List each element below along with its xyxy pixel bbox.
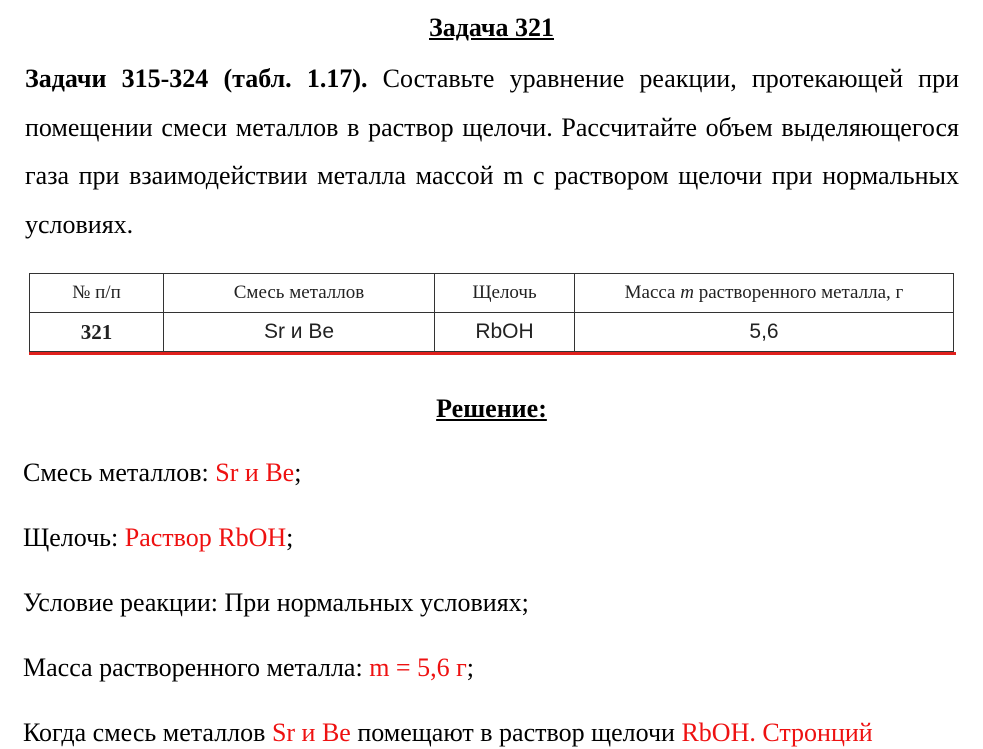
header-mass-post: растворенного металла, г xyxy=(693,282,904,303)
header-metals: Смесь металлов xyxy=(164,274,435,313)
problem-text: Составьте уравнение реакции, протекающей при помещении смеси металлов в раствор щелочи. Рассчитайте объем выделяющегося газа при взаимодействии металла массой m с раствором щелочи при нормальных условиях. xyxy=(25,64,959,239)
problem-statement xyxy=(25,55,959,249)
solution-title: Решение: xyxy=(436,394,547,423)
header-mass-var: m xyxy=(680,282,694,303)
data-table xyxy=(29,273,954,352)
table-header-row xyxy=(30,274,954,313)
task-title: Задача 321 xyxy=(429,13,554,42)
explanation-part-4: RbOH. Стронций xyxy=(681,718,873,747)
explanation-line xyxy=(23,717,873,749)
metals-line: Смесь металлов: Sr и Be; xyxy=(23,458,302,487)
cell-metals: Sr и Be xyxy=(164,313,435,352)
header-number: № п/п xyxy=(30,274,164,313)
problem-lead: Задачи 315-324 (табл. 1.17). xyxy=(25,64,368,93)
cell-number: 321 xyxy=(30,313,164,352)
alkali-value: Раствор RbOH xyxy=(124,523,287,552)
explanation-part-3: помещают в раствор щелочи xyxy=(350,718,682,747)
metals-label: Смесь металлов: xyxy=(23,458,216,487)
header-mass-pre: Масса xyxy=(624,282,681,303)
mass-label: Масса растворенного металла: xyxy=(23,653,370,682)
condition-line: Условие реакции: При нормальных условиях; xyxy=(23,588,529,617)
header-alkali: Щелочь xyxy=(435,274,575,313)
explanation-part-2: Sr и Be xyxy=(271,718,351,747)
table-bottom-rule xyxy=(29,352,956,355)
cell-alkali: RbOH xyxy=(435,313,575,352)
explanation-part-1: Когда смесь металлов xyxy=(23,718,272,747)
mass-value: m = 5,6 г xyxy=(369,653,467,682)
metals-value: Sr и Be xyxy=(215,458,295,487)
mass-line: Масса растворенного металла: m = 5,6 г; xyxy=(23,653,474,682)
table-row xyxy=(30,313,954,352)
alkali-line: Щелочь: Раствор RbOH; xyxy=(23,523,294,552)
header-mass xyxy=(575,274,954,313)
alkali-label: Щелочь: xyxy=(23,523,125,552)
cell-mass: 5,6 xyxy=(575,313,954,352)
